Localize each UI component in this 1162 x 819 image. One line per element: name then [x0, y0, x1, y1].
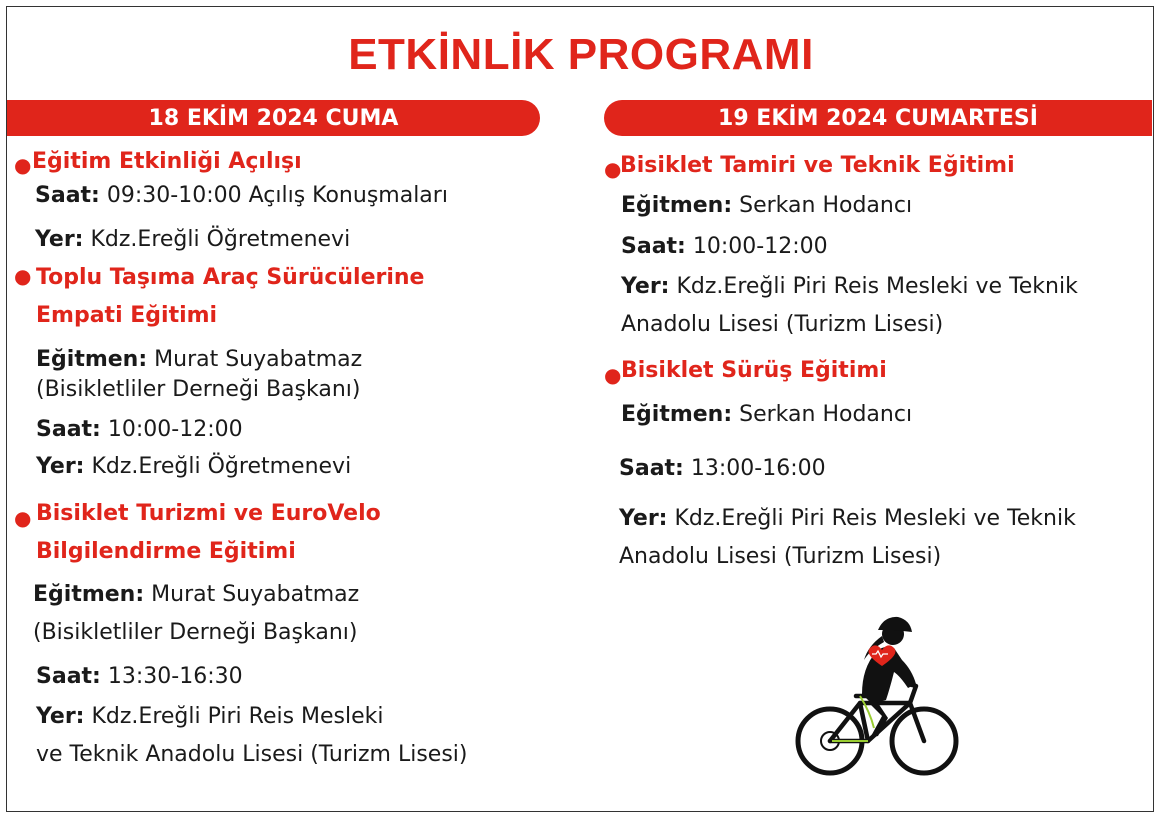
- detail-value: 10:00-12:00: [107, 417, 243, 442]
- detail-label: Yer:: [36, 704, 85, 729]
- event-detail-instructor: [621, 400, 912, 430]
- cyclist-icon: [790, 608, 962, 778]
- detail-label: Saat:: [36, 664, 101, 689]
- detail-label: Eğitmen:: [36, 347, 148, 372]
- detail-label: Saat:: [35, 183, 100, 208]
- event-detail-instructor-note: (Bisikletliler Derneği Başkanı): [36, 377, 361, 402]
- day-label: 18 EKİM 2024 CUMA: [148, 105, 399, 131]
- detail-label: Yer:: [621, 274, 670, 299]
- detail-value: Serkan Hodancı: [739, 402, 913, 427]
- day-banner-friday: [7, 100, 540, 136]
- detail-label: Eğitmen:: [33, 582, 145, 607]
- detail-label: Saat:: [36, 417, 101, 442]
- event-detail-location: [621, 272, 1078, 302]
- page-title: ETKİNLİK PROGRAMI: [348, 30, 814, 79]
- event-title: Toplu Taşıma Araç Sürücülerine: [36, 265, 425, 290]
- detail-label: Eğitmen:: [621, 193, 733, 218]
- event-title: Bisiklet Sürüş Eğitimi: [621, 358, 887, 383]
- detail-value: 13:30-16:30: [107, 664, 243, 689]
- event-detail-instructor: [36, 345, 362, 375]
- detail-label: Yer:: [35, 227, 84, 252]
- detail-value: 09:30-10:00 Açılış Konuşmaları: [106, 183, 448, 208]
- event-detail-instructor-note: (Bisikletliler Derneği Başkanı): [33, 620, 358, 645]
- bullet-dot-icon: ●: [14, 264, 32, 288]
- detail-value: Murat Suyabatmaz: [151, 582, 360, 607]
- event-detail-time: [621, 232, 828, 262]
- bullet-dot-icon: ●: [14, 506, 32, 530]
- detail-label: Yer:: [619, 506, 668, 531]
- day-banner-saturday: [604, 100, 1152, 136]
- event-detail-time: [619, 454, 826, 484]
- event-title-continued: Empati Eğitimi: [36, 303, 218, 328]
- event-detail-location: [36, 702, 384, 732]
- event-detail-time: [36, 415, 243, 445]
- detail-label: Saat:: [621, 234, 686, 259]
- event-title-continued: Bilgilendirme Eğitimi: [36, 539, 296, 564]
- event-detail-time: [35, 181, 448, 211]
- event-title: Bisiklet Tamiri ve Teknik Eğitimi: [620, 153, 1015, 178]
- event-detail-location-continued: Anadolu Lisesi (Turizm Lisesi): [621, 312, 944, 337]
- event-detail-instructor: [621, 191, 912, 221]
- event-detail-location: [36, 452, 351, 482]
- bullet-dot-icon: ●: [604, 157, 622, 181]
- detail-value: Kdz.Ereğli Piri Reis Mesleki ve Teknik: [674, 506, 1076, 531]
- event-title: Eğitim Etkinliği Açılışı: [32, 149, 302, 174]
- event-title: Bisiklet Turizmi ve EuroVelo: [36, 501, 381, 526]
- bullet-dot-icon: ●: [604, 363, 622, 387]
- detail-label: Yer:: [36, 454, 85, 479]
- detail-value: 13:00-16:00: [690, 456, 826, 481]
- detail-value: Kdz.Ereğli Piri Reis Mesleki ve Teknik: [676, 274, 1078, 299]
- event-detail-location: [35, 225, 350, 255]
- event-detail-instructor: [33, 580, 359, 610]
- detail-value: Murat Suyabatmaz: [154, 347, 363, 372]
- detail-value: 10:00-12:00: [692, 234, 828, 259]
- detail-label: Eğitmen:: [621, 402, 733, 427]
- event-detail-time: [36, 662, 243, 692]
- day-label: 19 EKİM 2024 CUMARTESİ: [718, 105, 1038, 131]
- bullet-dot-icon: ●: [14, 153, 32, 177]
- detail-value: Serkan Hodancı: [739, 193, 913, 218]
- detail-value: Kdz.Ereğli Öğretmenevi: [91, 454, 352, 479]
- detail-value: Kdz.Ereğli Öğretmenevi: [90, 227, 351, 252]
- detail-label: Saat:: [619, 456, 684, 481]
- event-detail-location-continued: Anadolu Lisesi (Turizm Lisesi): [619, 544, 942, 569]
- detail-value: Kdz.Ereğli Piri Reis Mesleki: [91, 704, 384, 729]
- event-detail-location-continued: ve Teknik Anadolu Lisesi (Turizm Lisesi): [36, 742, 468, 767]
- event-detail-location: [619, 504, 1076, 534]
